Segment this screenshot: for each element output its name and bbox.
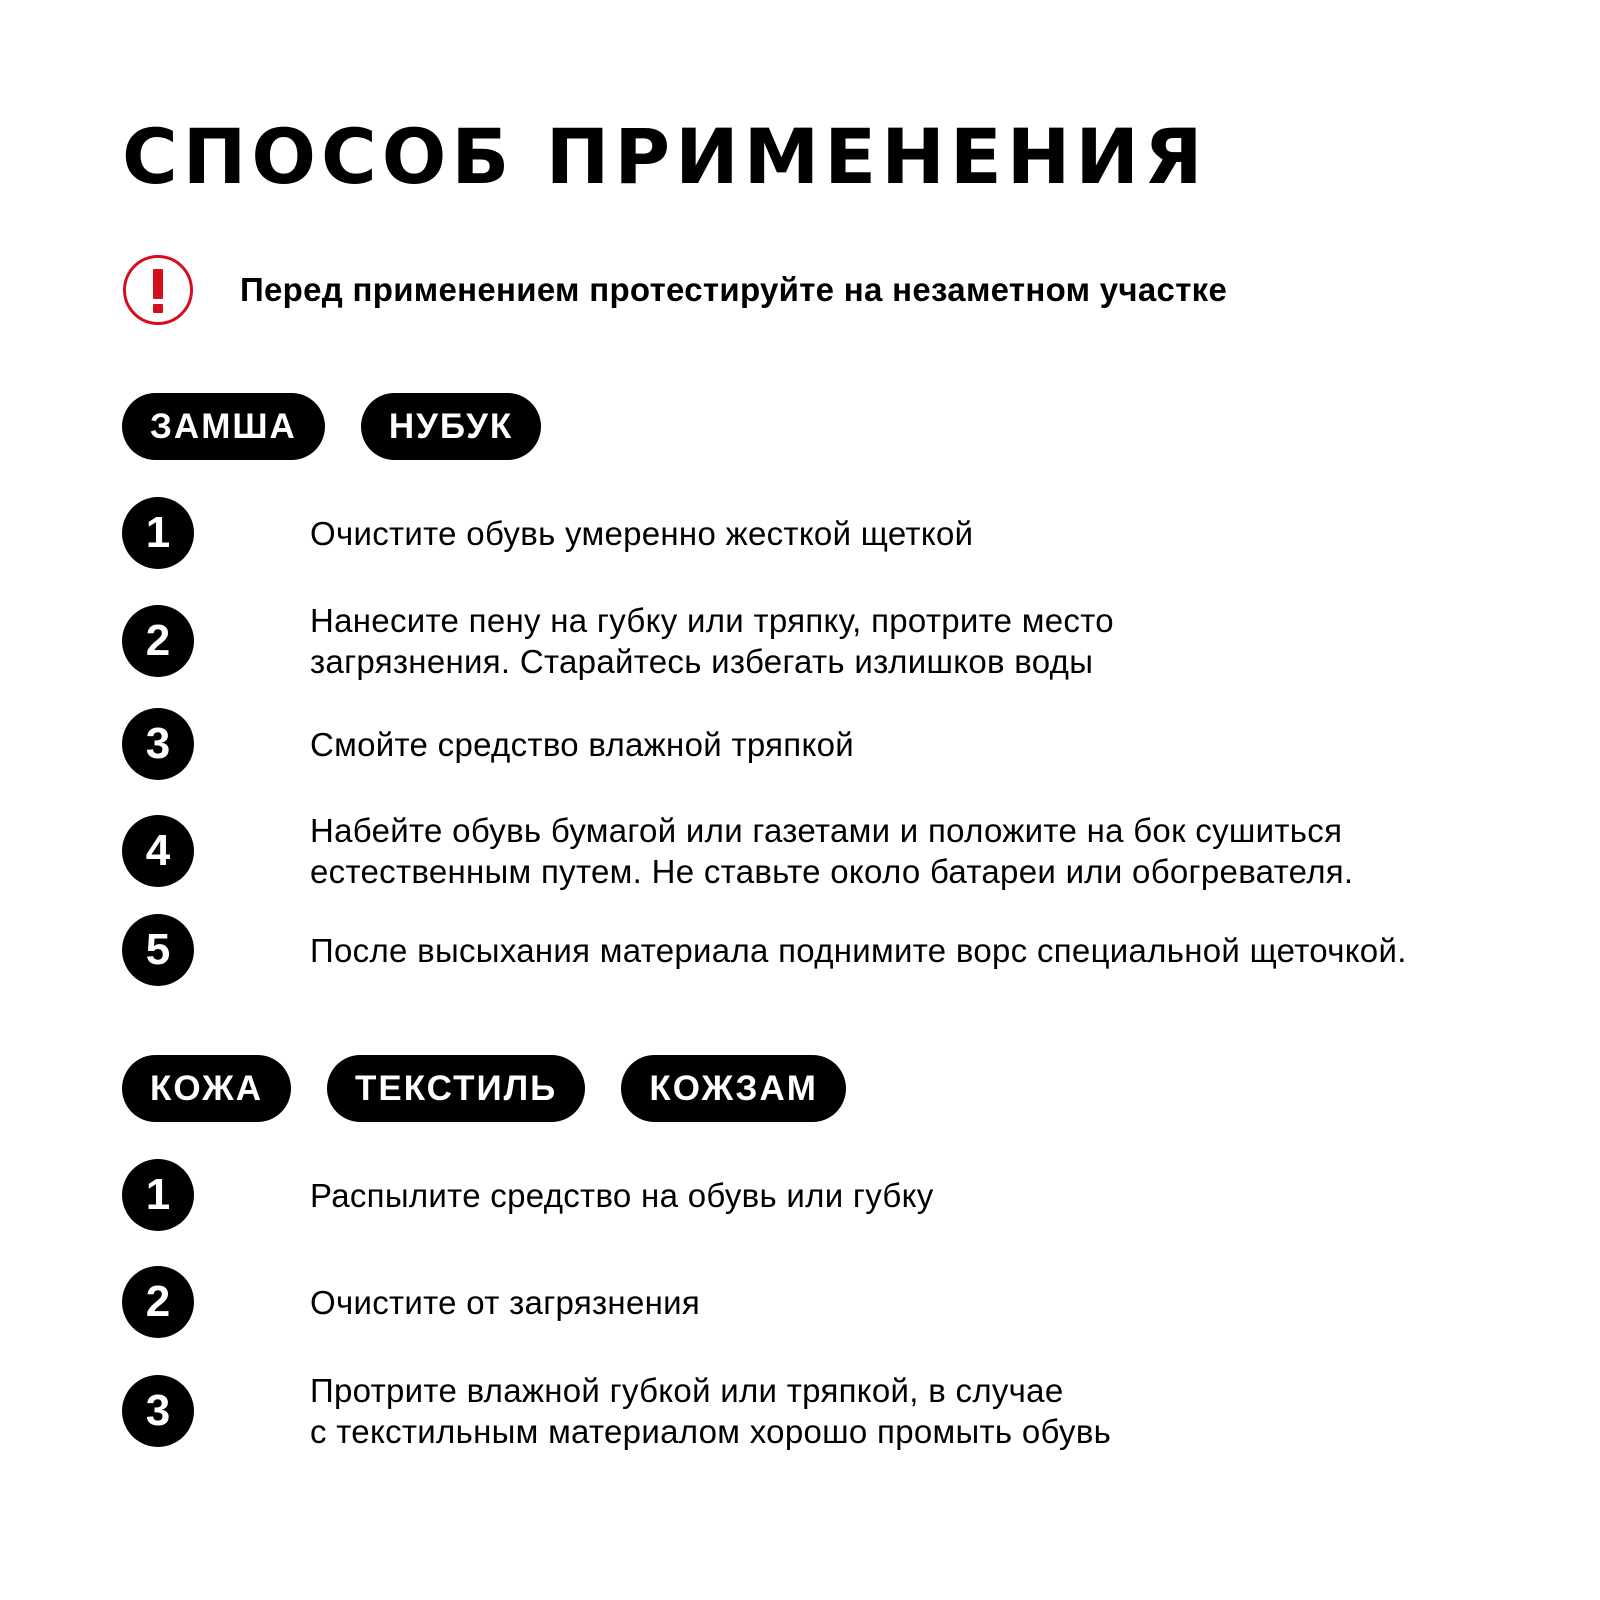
step-number-badge: 3: [122, 708, 194, 780]
tag-suede: ЗАМША: [122, 393, 325, 460]
exclamation-icon: [122, 254, 194, 326]
step-number-badge: 5: [122, 914, 194, 986]
step-line: Нанесите пену на губку или тряпку, протрите место: [310, 602, 1114, 639]
step-number-badge: 4: [122, 815, 194, 887]
step-number-badge: 2: [122, 605, 194, 677]
tag-textile: ТЕКСТИЛЬ: [327, 1055, 585, 1122]
warning-text: Перед применением протестируйте на незаметном участке: [240, 271, 1228, 308]
step-text: [310, 600, 1550, 682]
step-item: [122, 810, 1550, 892]
step-line: Очистите от загрязнения: [310, 1283, 701, 1321]
step-text: [310, 1370, 1550, 1452]
step-item: [122, 497, 1550, 569]
step-text: [310, 1175, 1550, 1216]
step-item: [122, 600, 1550, 682]
step-item: [122, 914, 1550, 986]
tag-faux-leather: КОЖЗАМ: [621, 1055, 846, 1122]
step-number-badge: 3: [122, 1375, 194, 1447]
material-tags-suede: [122, 393, 541, 460]
step-text: [310, 1282, 1550, 1323]
tag-nubuck: НУБУК: [361, 393, 541, 460]
step-line: Очистите обувь умеренно жесткой щеткой: [310, 514, 974, 552]
step-line: Набейте обувь бумагой или газетами и положите на бок сушиться: [310, 812, 1343, 849]
material-tags-leather: [122, 1055, 846, 1122]
step-text: [310, 724, 1550, 765]
tag-leather: КОЖА: [122, 1055, 291, 1122]
step-line: После высыхания материала поднимите ворс специальной щеточкой.: [310, 931, 1407, 969]
step-item: [122, 1159, 1550, 1231]
step-item: [122, 1370, 1550, 1452]
step-item: [122, 708, 1550, 780]
step-text: [310, 513, 1550, 554]
step-line: естественным путем. Не ставьте около батареи или обогревателя.: [310, 853, 1354, 890]
step-number-badge: 1: [122, 1159, 194, 1231]
step-text: [310, 810, 1550, 892]
step-text: [310, 930, 1550, 971]
step-line: Протрите влажной губкой или тряпкой, в случае: [310, 1372, 1064, 1409]
step-line: Смойте средство влажной тряпкой: [310, 725, 854, 763]
step-number-badge: 2: [122, 1266, 194, 1338]
warning-note: [122, 254, 1227, 326]
step-line: загрязнения. Старайтесь избегать излишков воды: [310, 643, 1094, 680]
step-item: [122, 1266, 1550, 1338]
step-line: Распылите средство на обувь или губку: [310, 1176, 934, 1214]
step-line: с текстильным материалом хорошо промыть обувь: [310, 1413, 1112, 1450]
page-title: СПОСОБ ПРИМЕНЕНИЯ: [122, 112, 1208, 201]
step-number-badge: 1: [122, 497, 194, 569]
